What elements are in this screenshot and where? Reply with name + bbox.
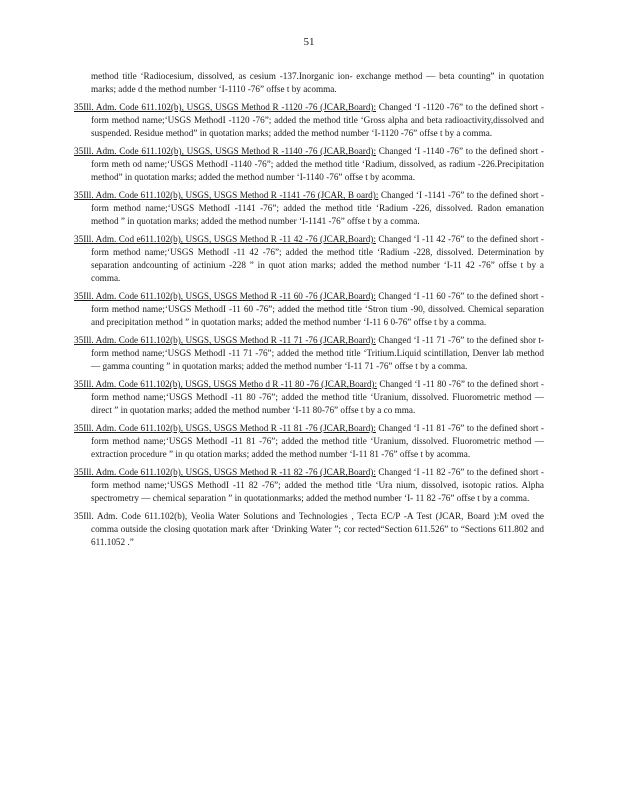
entry-citation: 35Ill. Adm. Code 611.102(b), USGS, USGS Method R -1140 -76 (JCAR,Board): [74,146,377,156]
entry-text: Changed ‘I -11 81 -76” to the defined short -form method name;‘USGS MethodI -11 81 -76”; added the method title ‘Uranium, dissolved. Fluorometric method — extraction procedure ” in qu otation marks; added the method number ‘I-11 81 -76” offse t by acomma. [91,423,544,459]
entry-usgs-1171 [74,334,544,373]
entry-text: Changed ‘I -11 71 -76” to the defined shor t-form method name;‘USGS MethodI -11 71 -76”; added the method title ‘Tritium.Liquid scintillation, Denver lab method — gamma counting ” in quotation marks; added the method number ‘I-11 71 -76” offse t by a comma. [91,335,544,371]
entry-citation: 35Ill. Adm. Code 611.102(b), USGS, USGS Method R -11 82 -76 (JCAR,Board): [74,467,376,477]
entry-text: Changed ‘I -1120 -76” to the defined short -form method name;‘USGS MethodI -1120 -76”; added the method title ‘Gross alpha and beta radioactivity,dissolved and suspended. Residue method” in quotation marks; added the method number ‘I-1120 -76” offse t by a comma. [91,102,544,138]
intro-continuation: method title ‘Radiocesium, dissolved, as cesium -137.Inorganic ion- exchange method — beta counting” in quotation marks; adde d the method number ‘I-1110 -76” offse t by acomma. [91,71,544,94]
entry-citation: 35Ill. Adm. Code 611.102(b), USGS, USGS Method R -11 71 -76 (JCAR,Board): [74,335,376,345]
entry-text: Changed ‘I -1140 -76” to the defined short -form meth od name;‘USGS MethodI -1140 -76”; added the method title ‘Radium, dissolved, as radium -226.Precipitation method” in quotation marks; added the method number ‘I-1140 -76” offse t by acomma. [91,146,544,182]
entry-usgs-1120 [74,101,544,140]
entry-text: Changed ‘I -11 60 -76” to the defined short -form method name;‘USGS MethodI -11 60 -76”; added the method title ‘Stron tium -90, dissolved. Chemical separation and precipitation method ” in quotation marks; added the method number ‘I-11 6 0-76” offse t by a comma. [91,291,544,327]
entry-veolia-tecta [74,510,544,549]
entry-usgs-1140 [74,145,544,184]
entry-text: Changed ‘I -11 82 -76” to the defined short -form method name;‘USGS MethodI -11 82 -76”; added the method title ‘Ura nium, dissolved, isotopic ratios. Alpha spectrometry — chemical separation ” in quotationmarks; added the method number ‘I- 11 82 -76” offse t by a comma. [91,467,544,503]
entry-text: Changed ‘I -11 42 -76” to the defined short -form method name;‘USGS MethodI -11 42 -76”; added the method title ‘Radium -228, dissolved. Determination by separation andcounting of actinium -228 ” in quot ation marks; added the method number ‘I-11 42 -76” offse t by a comma. [91,234,544,283]
entry-usgs-1181 [74,422,544,461]
entry-citation: 35Ill. Adm. Code 611.102(b), USGS, USGS Method R -11 60 -76 (JCAR,Board): [74,291,376,301]
entry-usgs-1142 [74,233,544,285]
entry-citation: 35Ill. Adm. Cod e611.102(b), USGS, USGS Method R -11 42 -76 (JCAR,Board): [74,234,376,244]
entry-usgs-1160 [74,290,544,329]
page-body [74,70,544,554]
entry-citation: 35Ill. Adm. Code 611.102(b), USGS, USGS Method R -11 81 -76 (JCAR,Board): [74,423,376,433]
entry-text: 35Ill. Adm. Code 611.102(b), Veolia Water Solutions and Technologies , Tecta EC/P -A Test (JCAR, Board ):M oved the comma outside the closing quotation mark after ‘Drinking Water ”; cor rected“Section 611.526” to “Sections 611.802 and 611.1052 .” [74,511,544,547]
entry-citation: 35Ill. Adm. Code 611.102(b), USGS, USGS Metho d R -11 80 -76 (JCAR,Board): [74,379,378,389]
entry-citation: 35Ill. Adm. Code 611.102(b), USGS, USGS Method R -1120 -76 (JCAR,Board): [74,102,377,112]
entry-citation: 35Ill. Adm. Code 611.102(b), USGS, USGS Method R -1141 -76 (JCAR, B oard): [74,190,379,200]
entry-usgs-1141 [74,189,544,228]
page-number: 51 [303,36,315,48]
entry-usgs-1182 [74,466,544,505]
entry-text: Changed ‘I -1141 -76” to the defined short -form method name;‘USGS MethodI -1141 -76”; added the method title ‘Radium -226, dissolved. Radon emanation method ” in quotation marks; added the method number ‘I-1141 -76” offse t by a comma. [91,190,544,226]
entry-usgs-1180 [74,378,544,417]
entry-text: Changed ‘I -11 80 -76” to the defined short -form method name;‘USGS MethodI -11 80 -76”; added the method title ‘Uranium, dissolved. Fluorometric method — direct ” in quotation marks; added the method number ‘I-11 80-76” offse t by a co mma. [91,379,544,415]
